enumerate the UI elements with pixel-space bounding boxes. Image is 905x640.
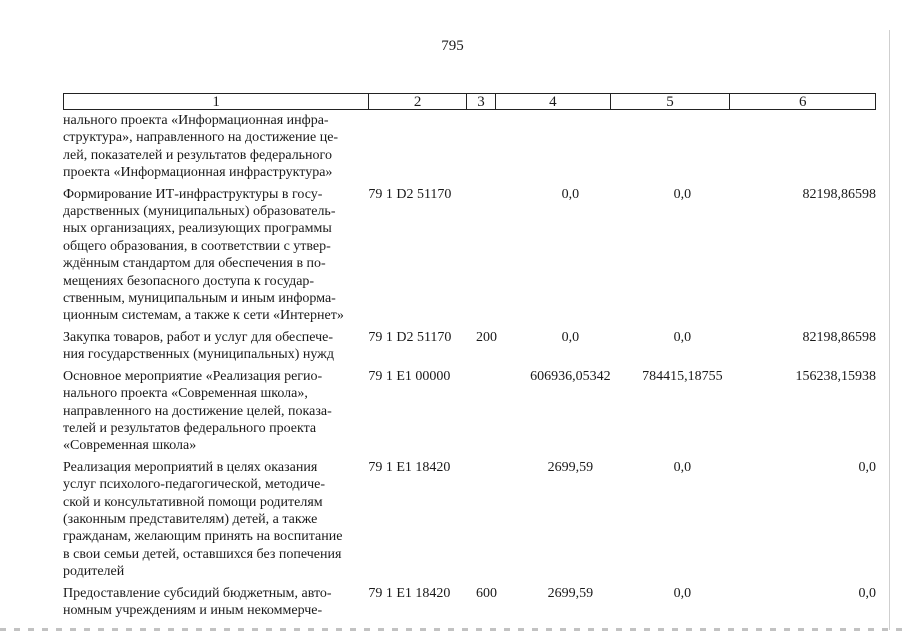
scan-bottom-artifact xyxy=(0,628,905,631)
row-value-6: 0,0 xyxy=(858,585,876,601)
row-code: 79 1 E1 00000 xyxy=(368,368,451,384)
row-value-6 xyxy=(731,112,876,182)
name-line: дарственных (муниципальных) образователь- xyxy=(63,204,336,220)
row-name xyxy=(63,112,358,182)
table-row xyxy=(63,368,876,455)
name-line: ственным, муниципальным и иным информа- xyxy=(63,291,336,307)
row-value-6: 82198,86598 xyxy=(802,186,876,202)
row-name xyxy=(63,329,358,364)
row-value-6: 156238,15938 xyxy=(795,368,876,384)
row-code: 79 1 E1 18420 xyxy=(368,459,451,475)
row-value-5: 0,0 xyxy=(673,329,692,345)
name-line: направленного на достижение целей, показа- xyxy=(63,403,332,419)
row-name xyxy=(63,585,358,620)
table-row xyxy=(63,186,876,325)
name-line: лей, показателей и результатов федерального xyxy=(63,147,332,163)
row-kvr xyxy=(476,368,507,455)
header-col-3: 3 xyxy=(467,94,496,109)
name-line: проекта «Информационная инфраструктура» xyxy=(63,165,333,181)
row-code xyxy=(358,112,476,182)
header-col-1: 1 xyxy=(64,94,369,109)
row-value-6: 82198,86598 xyxy=(802,329,876,345)
name-line: Закупка товаров, работ и услуг для обеспече- xyxy=(63,329,334,345)
row-value-5: 0,0 xyxy=(673,585,692,601)
row-value-4: 2699,59 xyxy=(547,459,594,475)
name-line: Предоставление субсидий бюджетным, авто- xyxy=(63,585,332,601)
row-code: 79 1 D2 51170 xyxy=(368,186,452,202)
table-header xyxy=(63,93,876,110)
name-line: «Современная школа» xyxy=(63,438,197,454)
name-line: телей и результатов федерального проекта xyxy=(63,420,317,436)
name-line: общего образования, в соответствии с утвер- xyxy=(63,238,331,254)
row-value-5 xyxy=(634,112,731,182)
row-value-4: 2699,59 xyxy=(547,585,594,601)
page-number: 795 xyxy=(441,38,464,54)
table-row xyxy=(63,459,876,581)
name-line: нального проекта «Современная школа», xyxy=(63,386,308,402)
name-line: ния государственных (муниципальных) нужд xyxy=(63,347,334,363)
name-line: в свои семьи детей, оставшихся без попечения xyxy=(63,546,342,562)
header-col-5: 5 xyxy=(611,94,731,109)
name-line: Формирование ИТ-инфраструктуры в госу- xyxy=(63,186,323,202)
name-line: номным учреждениям и иным некоммерче- xyxy=(63,602,323,618)
table-row xyxy=(63,329,876,364)
row-value-5: 0,0 xyxy=(673,459,692,475)
row-name xyxy=(63,186,358,325)
row-value-5: 784415,18755 xyxy=(642,368,723,384)
name-line: гражданам, желающим принять на воспитание xyxy=(63,529,343,545)
name-line: родителей xyxy=(63,564,125,580)
row-value-4: 606936,05342 xyxy=(530,368,611,384)
row-value-4: 0,0 xyxy=(561,329,580,345)
name-line: нального проекта «Информационная инфра- xyxy=(63,113,329,128)
header-col-4: 4 xyxy=(496,94,611,109)
name-line: ных организациях, реализующих программы xyxy=(63,221,332,237)
row-kvr: 200 xyxy=(475,329,497,345)
row-kvr xyxy=(476,186,507,325)
name-line: структура», направленного на достижение це- xyxy=(63,130,339,146)
name-line: (законным представителям) детей, а также xyxy=(63,511,318,527)
header-col-6: 6 xyxy=(798,94,807,110)
scan-edge-line xyxy=(889,30,890,630)
table-body xyxy=(63,112,876,623)
row-name xyxy=(63,368,358,455)
name-line: услуг психолого-педагогической, методиче- xyxy=(63,477,325,493)
name-line: Реализация мероприятий в целях оказания xyxy=(63,459,318,475)
row-kvr: 600 xyxy=(475,585,497,601)
name-line: ской и консультативной помощи родителям xyxy=(63,494,323,510)
table-row xyxy=(63,112,876,182)
row-kvr xyxy=(476,459,507,581)
name-line: ждённым стандартом для обеспечения в по- xyxy=(63,256,326,272)
row-value-5: 0,0 xyxy=(673,186,692,202)
row-value-4 xyxy=(507,112,634,182)
name-line: ционным системам, а также к сети «Интернет» xyxy=(63,308,344,324)
header-col-2: 2 xyxy=(369,94,467,109)
row-code: 79 1 E1 18420 xyxy=(368,585,451,601)
name-line: Основное мероприятие «Реализация регио- xyxy=(63,368,323,384)
row-kvr xyxy=(476,112,507,182)
table-row xyxy=(63,585,876,620)
row-value-6: 0,0 xyxy=(858,459,876,475)
row-value-4: 0,0 xyxy=(561,186,580,202)
name-line: мещениях безопасного доступа к государ- xyxy=(63,273,315,289)
row-code: 79 1 D2 51170 xyxy=(368,329,452,345)
row-name xyxy=(63,459,358,581)
